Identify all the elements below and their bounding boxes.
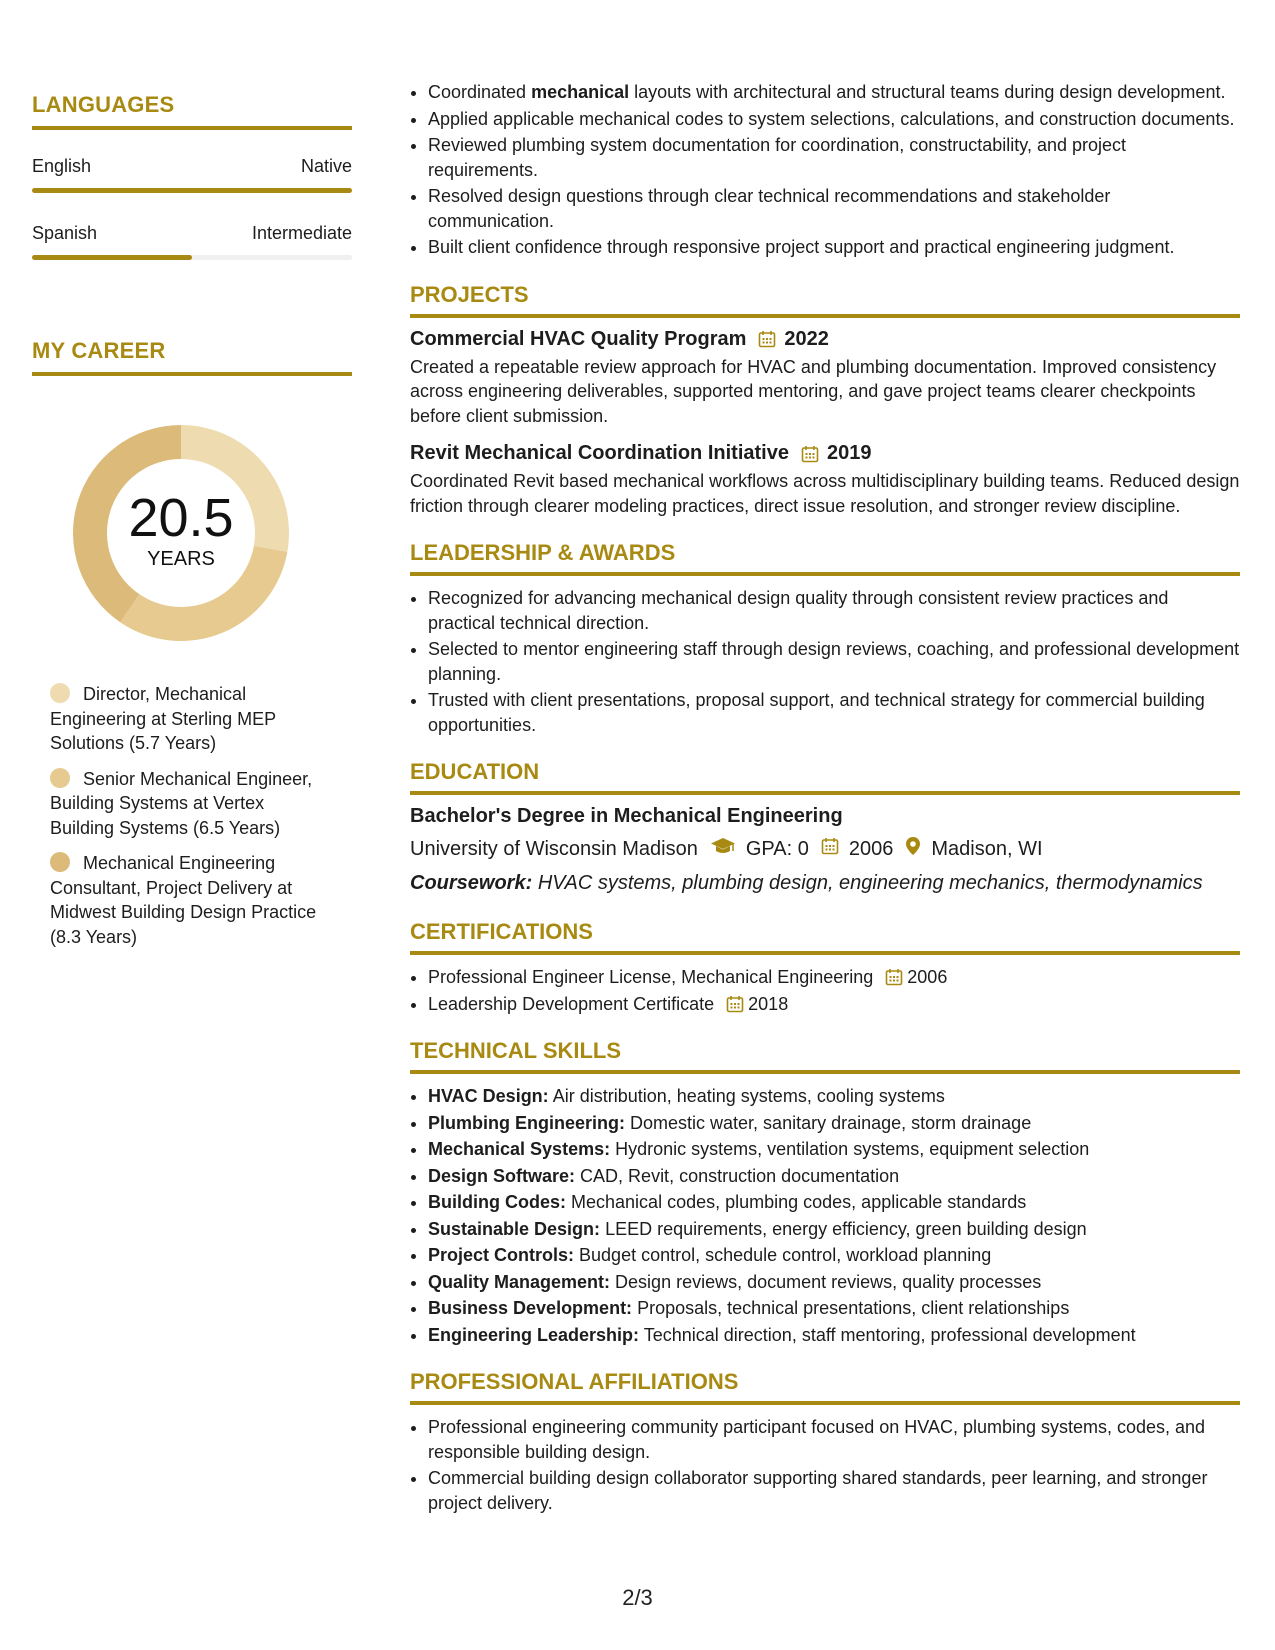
skill-label: Sustainable Design: <box>428 1218 601 1239</box>
leadership-heading: LEADERSHIP & AWARDS <box>410 540 1240 576</box>
legend-dot-icon <box>50 768 70 788</box>
skill-value: CAD, Revit, construction documentation <box>580 1165 900 1186</box>
skill-value: Mechanical codes, plumbing codes, applicable standards <box>571 1192 1027 1212</box>
affiliations-list <box>410 1415 1240 1515</box>
skill-label: Project Controls: <box>428 1245 575 1265</box>
experience-bullet <box>428 80 1240 105</box>
skill-label: HVAC Design: <box>428 1086 549 1106</box>
skill-value: Technical direction, staff mentoring, professional development <box>643 1324 1136 1345</box>
career-role-label: Mechanical Engineering Consultant, Project Delivery at Midwest Building Design Practice (8.3 Years) <box>50 853 317 947</box>
skill-value: Air distribution, heating systems, cooling systems <box>552 1086 945 1106</box>
experience-bullet: • Reviewed plumbing system documentation for coordination, constructability, and project requirements. <box>428 133 1240 182</box>
project-description: Coordinated Revit based mechanical workflows across multidisciplinary building teams. Reduced design friction through clearer modeling practices, direct issue resolution, and stronger review discipline. <box>410 471 1240 516</box>
calendar-icon <box>758 330 776 348</box>
coursework-label: Coursework: <box>410 872 533 894</box>
language-level: Intermediate <box>251 223 352 243</box>
education-heading: EDUCATION <box>410 759 1240 795</box>
skill-label: Design Software: <box>428 1165 576 1186</box>
certification-name: Professional Engineer License, Mechanical Engineering <box>428 967 874 987</box>
bullet-text: Coordinated <box>428 82 532 102</box>
project-item <box>410 442 1240 518</box>
languages-heading: LANGUAGES <box>32 92 352 130</box>
certifications-list <box>410 965 1240 1016</box>
calendar-icon <box>885 968 903 986</box>
skill-label: Mechanical Systems: <box>428 1139 611 1159</box>
calendar-icon <box>726 995 744 1013</box>
leadership-item: • Selected to mentor engineering staff through design reviews, coaching, and professional development planning. <box>428 637 1240 686</box>
affiliation-item: • Professional engineering community participant focused on HVAC, plumbing systems, codes, and responsible building design. <box>428 1415 1240 1464</box>
certifications-heading: CERTIFICATIONS <box>410 919 1240 955</box>
project-year: 2019 <box>826 442 872 464</box>
education-degree: Bachelor's Degree in Mechanical Engineering <box>410 805 843 827</box>
leadership-item: • Trusted with client presentations, proposal support, and technical strategy for commercial building opportunities. <box>428 688 1240 737</box>
skills-list <box>410 1084 1240 1347</box>
project-title: Revit Mechanical Coordination Initiative <box>410 442 789 464</box>
affiliations-heading: PROFESSIONAL AFFILIATIONS <box>410 1369 1240 1405</box>
main-content <box>410 80 1240 1517</box>
skill-item <box>428 1270 1240 1295</box>
calendar-icon <box>821 837 839 861</box>
location-pin-icon <box>905 836 921 862</box>
language-level: Native <box>300 156 352 176</box>
career-legend-item <box>50 851 325 949</box>
project-description: Created a repeatable review approach for HVAC and plumbing documentation. Improved consistency across engineering deliverables, supported mentoring, and gave project teams clearer checkpoints before client submission. <box>410 356 1217 426</box>
projects-heading: PROJECTS <box>410 282 1240 318</box>
education-year: 2006 <box>848 837 894 860</box>
skill-item <box>428 1217 1240 1242</box>
bullet-bold-text: mechanical <box>531 82 630 102</box>
skill-label: Plumbing Engineering: <box>428 1112 625 1133</box>
skill-value: Design reviews, document reviews, quality processes <box>615 1271 1042 1292</box>
skills-heading: TECHNICAL SKILLS <box>410 1038 1240 1074</box>
skill-value: Proposals, technical presentations, client relationships <box>637 1298 1070 1318</box>
sidebar <box>32 92 352 960</box>
project-title: Commercial HVAC Quality Program <box>410 327 747 350</box>
skill-item <box>428 1243 1240 1268</box>
career-heading: MY CAREER <box>32 338 352 376</box>
leadership-list <box>410 586 1240 737</box>
skill-value: Budget control, schedule control, workload planning <box>579 1245 992 1265</box>
legend-dot-icon <box>50 683 70 703</box>
education-coursework <box>410 872 1240 895</box>
skill-value: Hydronic systems, ventilation systems, equipment selection <box>615 1139 1090 1159</box>
skill-value: LEED requirements, energy efficiency, green building design <box>605 1218 1087 1239</box>
leadership-item: • Recognized for advancing mechanical design quality through consistent review practices and practical technical direction. <box>428 586 1240 635</box>
coursework-text: HVAC systems, plumbing design, engineering mechanics, thermodynamics <box>537 872 1203 894</box>
career-total-years: 20.5 <box>128 487 234 548</box>
career-role-label: Director, Mechanical Engineering at Sterling MEP Solutions (5.7 Years) <box>50 684 276 753</box>
language-name: English <box>32 156 92 176</box>
project-year: 2022 <box>784 327 829 350</box>
certification-name: Leadership Development Certificate <box>428 993 715 1014</box>
skill-value: Domestic water, sanitary drainage, storm drainage <box>630 1112 1032 1133</box>
project-item <box>410 328 1240 429</box>
language-proficiency-fill <box>32 255 192 260</box>
skill-item <box>428 1111 1240 1136</box>
experience-bullet: • Resolved design questions through clear technical recommendations and stakeholder communication. <box>428 184 1240 233</box>
skill-item <box>428 1190 1240 1215</box>
skill-item <box>428 1137 1240 1162</box>
skill-label: Building Codes: <box>428 1192 566 1212</box>
career-role-label: Senior Mechanical Engineer, Building Systems at Vertex Building Systems (6.5 Years) <box>50 768 313 838</box>
language-item <box>32 223 352 260</box>
education-details <box>410 836 1240 862</box>
affiliation-item: • Commercial building design collaborator supporting shared standards, peer learning, and stronger project delivery. <box>428 1466 1240 1515</box>
bullet-text: layouts with architectural and structural teams during design development. <box>629 82 1226 102</box>
certification-item <box>428 965 1240 990</box>
skill-item <box>428 1164 1240 1189</box>
career-years-unit: YEARS <box>147 547 215 570</box>
page-number: 2/3 <box>622 1585 653 1610</box>
skill-item <box>428 1323 1240 1348</box>
graduation-cap-icon <box>710 837 736 861</box>
experience-bullets <box>410 80 1240 260</box>
skill-label: Engineering Leadership: <box>428 1324 640 1345</box>
certification-item <box>428 992 1240 1017</box>
language-name: Spanish <box>32 223 98 243</box>
education-school: University of Wisconsin Madison <box>410 837 698 860</box>
education-location: Madison, WI <box>931 837 1043 860</box>
experience-bullet: • Applied applicable mechanical codes to system selections, calculations, and construction documents. <box>428 107 1240 132</box>
career-legend-item <box>50 682 325 756</box>
skill-item <box>428 1084 1240 1109</box>
certification-year: 2006 <box>907 967 948 987</box>
certification-year: 2018 <box>748 993 789 1014</box>
language-proficiency-fill <box>32 188 352 193</box>
language-proficiency-bar <box>32 188 352 193</box>
skill-label: Business Development: <box>428 1298 633 1318</box>
calendar-icon <box>801 445 819 463</box>
career-donut-chart <box>66 418 296 648</box>
career-legend <box>50 682 325 949</box>
legend-dot-icon <box>50 852 70 872</box>
education-gpa: GPA: 0 <box>745 837 809 860</box>
experience-bullet: • Built client confidence through responsive project support and practical engineering judgment. <box>428 235 1240 260</box>
skill-item <box>428 1296 1240 1321</box>
language-proficiency-bar <box>32 255 352 260</box>
career-legend-item <box>50 767 325 841</box>
language-item <box>32 156 352 193</box>
skill-label: Quality Management: <box>428 1271 611 1292</box>
